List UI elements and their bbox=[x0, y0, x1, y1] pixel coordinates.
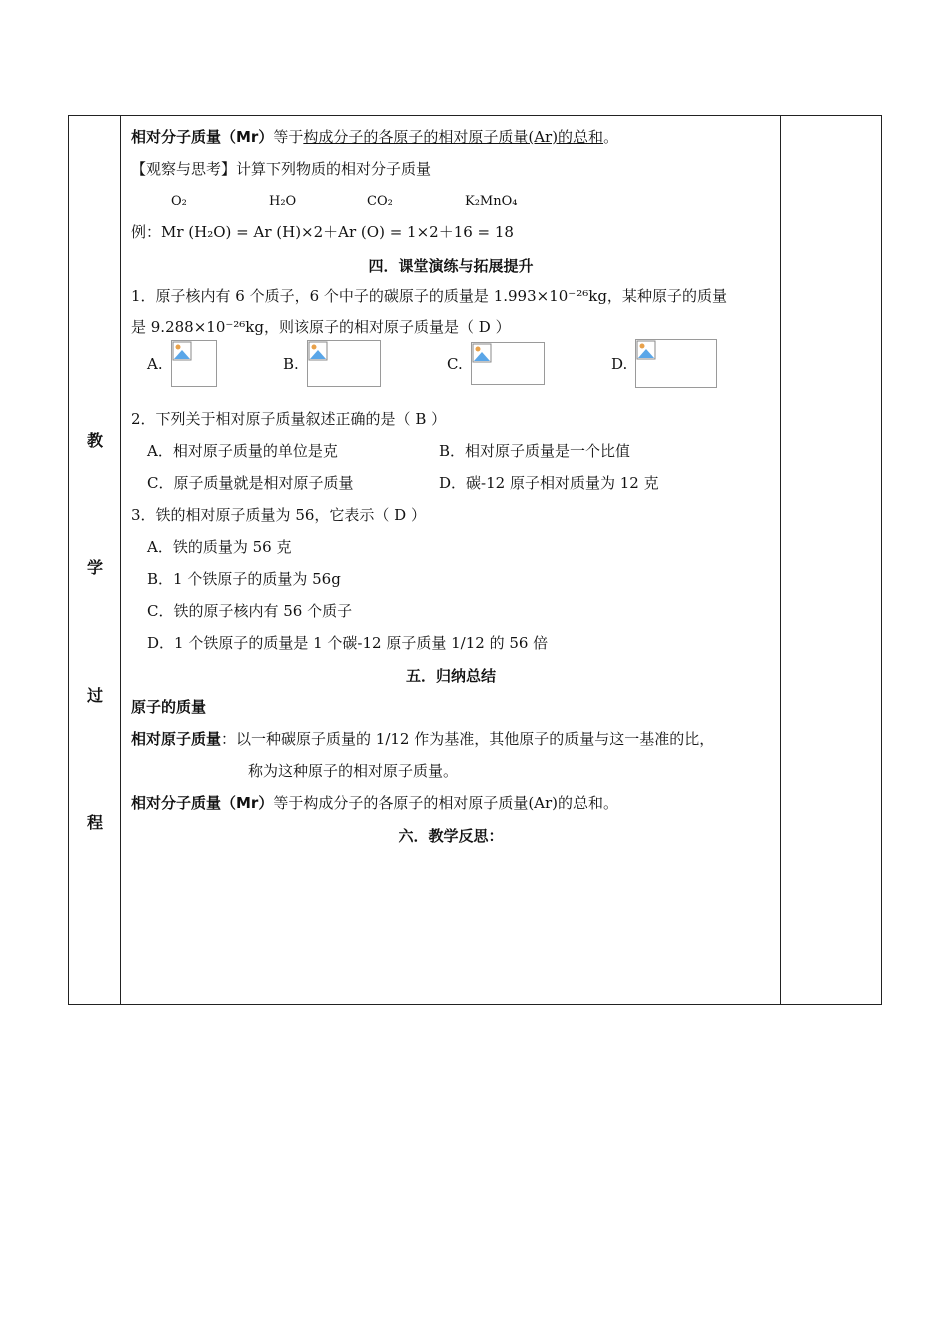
question2: 2．下列关于相对原子质量叙述正确的是（ B ） bbox=[131, 410, 447, 428]
q1-option-c-label: C. bbox=[447, 355, 463, 373]
section5-title: 五．归纳总结 bbox=[405, 667, 496, 685]
q1-option-a-image[interactable] bbox=[171, 340, 217, 387]
question3: 3．铁的相对原子质量为 56，它表示（ D ） bbox=[131, 506, 426, 524]
substance-co2: CO₂ bbox=[367, 194, 393, 209]
q1-option-d-label: D. bbox=[611, 355, 628, 373]
q2-option-c: C．原子质量就是相对原子质量 bbox=[147, 474, 354, 492]
section4-title: 四．课堂演练与拓展提升 bbox=[368, 257, 534, 275]
broken-image-icon bbox=[172, 341, 192, 361]
q3-option-c: C．铁的原子核内有 56 个质子 bbox=[147, 602, 353, 620]
ar-definition: 相对原子质量：以一种碳原子质量的 1/12 作为基准，其他原子的质量与这一基准的比， bbox=[131, 730, 715, 748]
substance-k2mno4: K₂MnO₄ bbox=[465, 194, 518, 209]
q1-option-c-image[interactable] bbox=[471, 342, 545, 385]
side-label-procedure: 程 bbox=[86, 813, 103, 832]
section6-title: 六．教学反思： bbox=[398, 827, 504, 845]
question1-line1: 1．原子核内有 6 个质子，6 个中子的碳原子的质量是 1.993×10⁻²⁶kg，某种原子的质量 bbox=[131, 287, 727, 305]
mr-definition: 相对分子质量（Mr）等于构成分子的各原子的相对原子质量(Ar)的总和。 bbox=[131, 128, 619, 146]
q3-option-d: D．1 个铁原子的质量是 1 个碳-12 原子质量 1/12 的 56 倍 bbox=[147, 634, 549, 652]
broken-image-icon bbox=[472, 343, 492, 363]
q2-option-b: B．相对原子质量是一个比值 bbox=[439, 442, 631, 460]
q1-option-b-label: B. bbox=[283, 355, 299, 373]
substance-h2o: H₂O bbox=[269, 194, 297, 209]
q2-option-d: D．碳-12 原子相对质量为 12 克 bbox=[439, 474, 659, 492]
q3-option-a: A．铁的质量为 56 克 bbox=[147, 538, 292, 556]
broken-image-icon bbox=[636, 340, 656, 360]
substance-o2: O₂ bbox=[171, 194, 187, 209]
observe-prompt: 【观察与思考】计算下列物质的相对分子质量 bbox=[131, 160, 432, 178]
q1-option-a-label: A. bbox=[147, 355, 163, 373]
q1-option-d-image[interactable] bbox=[635, 339, 717, 388]
side-label-learn: 学 bbox=[86, 558, 103, 577]
q2-option-a: A．相对原子质量的单位是克 bbox=[147, 442, 338, 460]
q3-option-b: B．1 个铁原子的质量为 56g bbox=[147, 570, 341, 588]
mr-summary: 相对分子质量（Mr）等于构成分子的各原子的相对原子质量(Ar)的总和。 bbox=[131, 794, 619, 812]
side-label-teach: 教 bbox=[86, 431, 103, 450]
side-label-process: 过 bbox=[86, 686, 103, 705]
example-calculation: 例：Mr (H₂O) = Ar (H)×2＋Ar (O) = 1×2＋16 = 18 bbox=[131, 223, 514, 241]
ar-definition-continued: 称为这种原子的相对原子质量。 bbox=[248, 762, 459, 780]
lesson-table bbox=[68, 115, 882, 1005]
broken-image-icon bbox=[308, 341, 328, 361]
question1-line2: 是 9.288×10⁻²⁶kg，则该原子的相对原子质量是（ D ） bbox=[131, 318, 511, 336]
column-divider-right bbox=[780, 116, 781, 1004]
q1-option-b-image[interactable] bbox=[307, 340, 381, 387]
atom-mass-heading: 原子的质量 bbox=[131, 698, 207, 716]
